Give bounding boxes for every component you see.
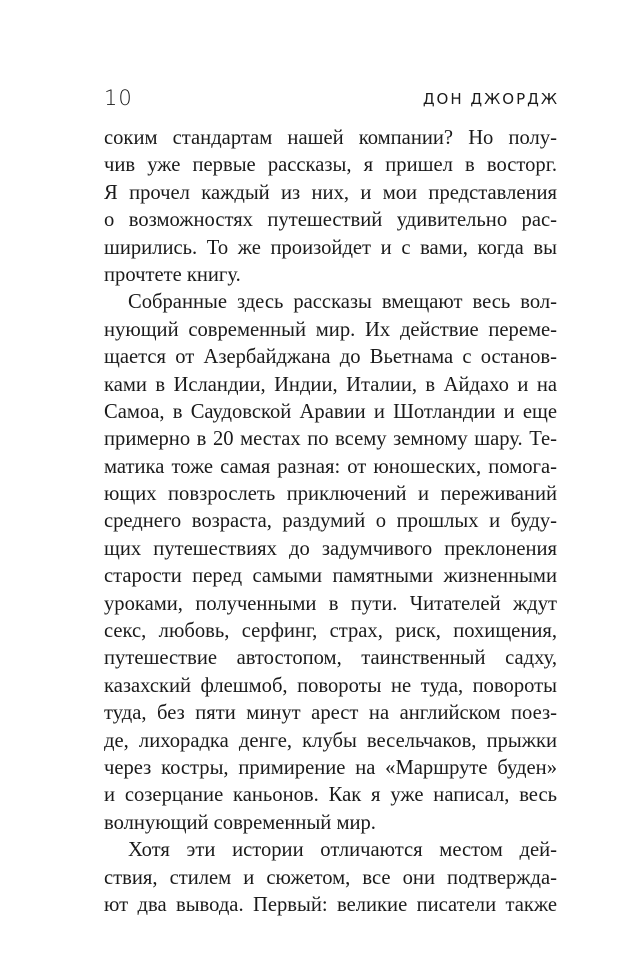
text-line: ками в Исландии, Индии, Италии, в Айдахо и на [104, 373, 557, 396]
text-line: чив уже первые рассказы, я пришел в восторг. [104, 154, 557, 177]
text-line: о возможностях путешествий удивительно рас- [104, 209, 557, 232]
text-line: казахский флешмоб, повороты не туда, повороты [104, 674, 557, 697]
body-text [104, 125, 557, 919]
text-line: де, лихорадка денге, клубы весельчаков, прыжки [104, 729, 557, 752]
text-line: туда, без пяти минут арест на английском поез- [104, 702, 557, 725]
text-line: ширились. То же произойдет и с вами, когда вы [104, 236, 557, 259]
text-line: матика тоже самая разная: от юношеских, помога- [104, 455, 557, 478]
text-line: примерно в 20 местах по всему земному шару. Те- [104, 428, 557, 451]
text-line: ствия, стилем и сюжетом, все они подтвержда- [104, 866, 557, 889]
text-line: среднего возраста, раздумий о прошлых и буду- [104, 510, 557, 533]
page-number: 10 [104, 86, 133, 110]
text-line: путешествие автостопом, таинственный садху, [104, 647, 557, 670]
text-line: Я прочел каждый из них, и мои представления [104, 181, 557, 204]
text-line: ющих повзрослеть приключений и переживаний [104, 483, 557, 506]
text-line: нующий современный мир. Их действие переме- [104, 318, 557, 341]
text-line: соким стандартам нашей компании? Но полу- [104, 127, 557, 149]
text-line: щается от Азербайджана до Вьетнама с останов- [104, 346, 557, 369]
text-line: прочтете книгу. [104, 263, 241, 286]
text-line: Хотя эти истории отличаются местом дей- [128, 839, 557, 862]
text-line: Самоа, в Саудовской Аравии и Шотландии и еще [104, 400, 557, 423]
running-header: ДОН ДЖОРДЖ [422, 90, 559, 108]
text-line: щих путешествиях до задумчивого преклонения [104, 537, 557, 560]
text-line: Собранные здесь рассказы вмещают весь вол- [128, 291, 557, 314]
text-line: секс, любовь, серфинг, страх, риск, похищения, [104, 620, 557, 643]
text-line: волнующий современный мир. [104, 811, 376, 834]
text-line: через костры, примирение на «Маршруте буден» [104, 756, 557, 779]
text-line: старости перед самыми памятными жизненными [104, 565, 557, 588]
text-line: ют два вывода. Первый: великие писатели также [104, 893, 557, 916]
text-line: и созерцание каньонов. Как я уже написал, весь [104, 784, 557, 807]
text-line: уроками, полученными в пути. Читателей ждут [104, 592, 557, 615]
